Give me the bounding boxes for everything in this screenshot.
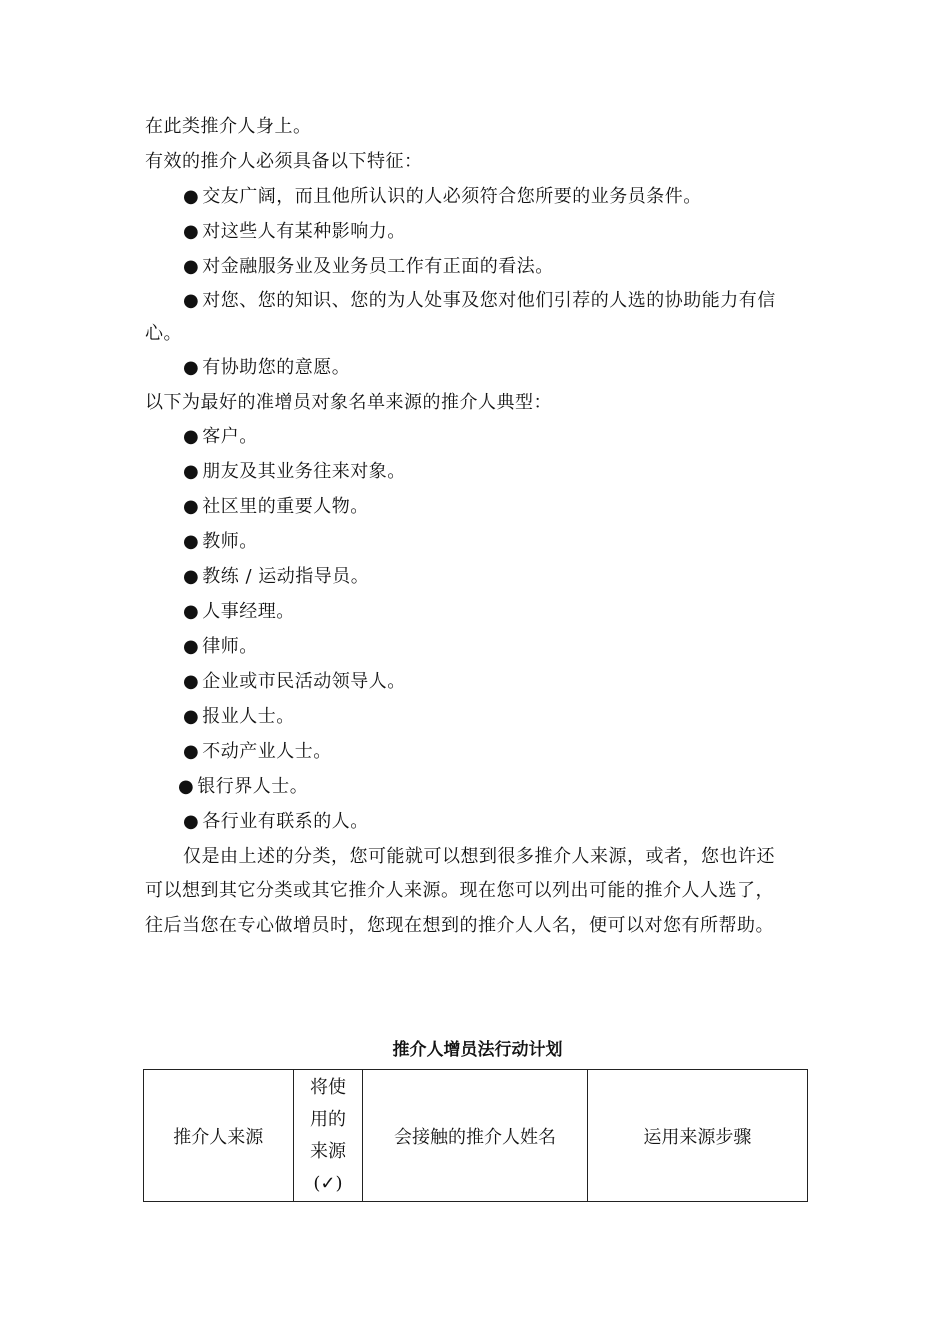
type-item: ● 各行业有联系的人。 [183,811,369,832]
bullet-icon: ● [183,461,200,482]
action-plan-table [143,1069,808,1202]
type-item: ● 不动产业人士。 [183,741,332,762]
type-item: ● 银行界人士。 [178,776,309,797]
paragraph-continuation: 在此类推介人身上。 [145,116,312,137]
traits-intro: 有效的推介人必须具备以下特征： [145,151,423,172]
bullet-icon: ● [183,811,200,832]
trait-item-continuation: 心。 [145,323,182,344]
trait-item: ● 对您、您的知识、您的为人处事及您对他们引荐的人选的协助能力有信 [183,290,776,311]
bullet-icon: ● [183,290,200,311]
bullet-icon: ● [183,186,200,207]
bullet-icon: ● [183,357,200,378]
bullet-icon: ● [183,256,200,277]
type-item: ● 客户。 [183,426,258,447]
bullet-icon: ● [183,496,200,517]
trait-item: ● 对这些人有某种影响力。 [183,221,406,242]
trait-item: ● 对金融服务业及业务员工作有正面的看法。 [183,256,554,277]
bullet-icon: ● [183,671,200,692]
types-intro: 以下为最好的准增员对象名单来源的推介人典型： [145,392,552,413]
closing-paragraph-line: 往后当您在专心做增员时，您现在想到的推介人人名，便可以对您有所帮助。 [145,915,774,936]
table-title: 推介人增员法行动计划 [392,1040,563,1060]
type-item: ● 朋友及其业务往来对象。 [183,461,406,482]
bullet-icon: ● [183,566,200,587]
table-header-row [144,1070,808,1202]
type-item: ● 报业人士。 [183,706,295,727]
bullet-icon: ● [183,706,200,727]
type-item: ● 教师。 [183,531,258,552]
bullet-icon: ● [183,636,200,657]
trait-item: ● 有协助您的意愿。 [183,357,351,378]
trait-item: ● 交友广阔，而且他所认识的人必须符合您所要的业务员条件。 [183,186,702,207]
bullet-icon: ● [183,426,200,447]
header-will-use: 将使 用的 来源 (✓) [293,1070,363,1202]
bullet-icon: ● [183,221,200,242]
type-item: ● 律师。 [183,636,258,657]
checkmark-icon: (✓) [313,1172,343,1194]
header-steps: 运用来源步骤 [587,1070,807,1202]
type-item: ● 企业或市民活动领导人。 [183,671,406,692]
header-names: 会接触的推介人姓名 [363,1070,587,1202]
closing-paragraph-line: 仅是由上述的分类，您可能就可以想到很多推介人来源，或者，您也许还 [183,846,775,867]
bullet-icon: ● [183,601,200,622]
header-source: 推介人来源 [144,1070,294,1202]
closing-paragraph-line: 可以想到其它分类或其它推介人来源。现在您可以列出可能的推介人人选了， [145,880,774,901]
bullet-icon: ● [178,776,195,797]
type-item: ● 人事经理。 [183,601,295,622]
bullet-icon: ● [183,741,200,762]
bullet-icon: ● [183,531,200,552]
type-item: ● 教练 / 运动指导员。 [183,566,370,587]
type-item: ● 社区里的重要人物。 [183,496,369,517]
